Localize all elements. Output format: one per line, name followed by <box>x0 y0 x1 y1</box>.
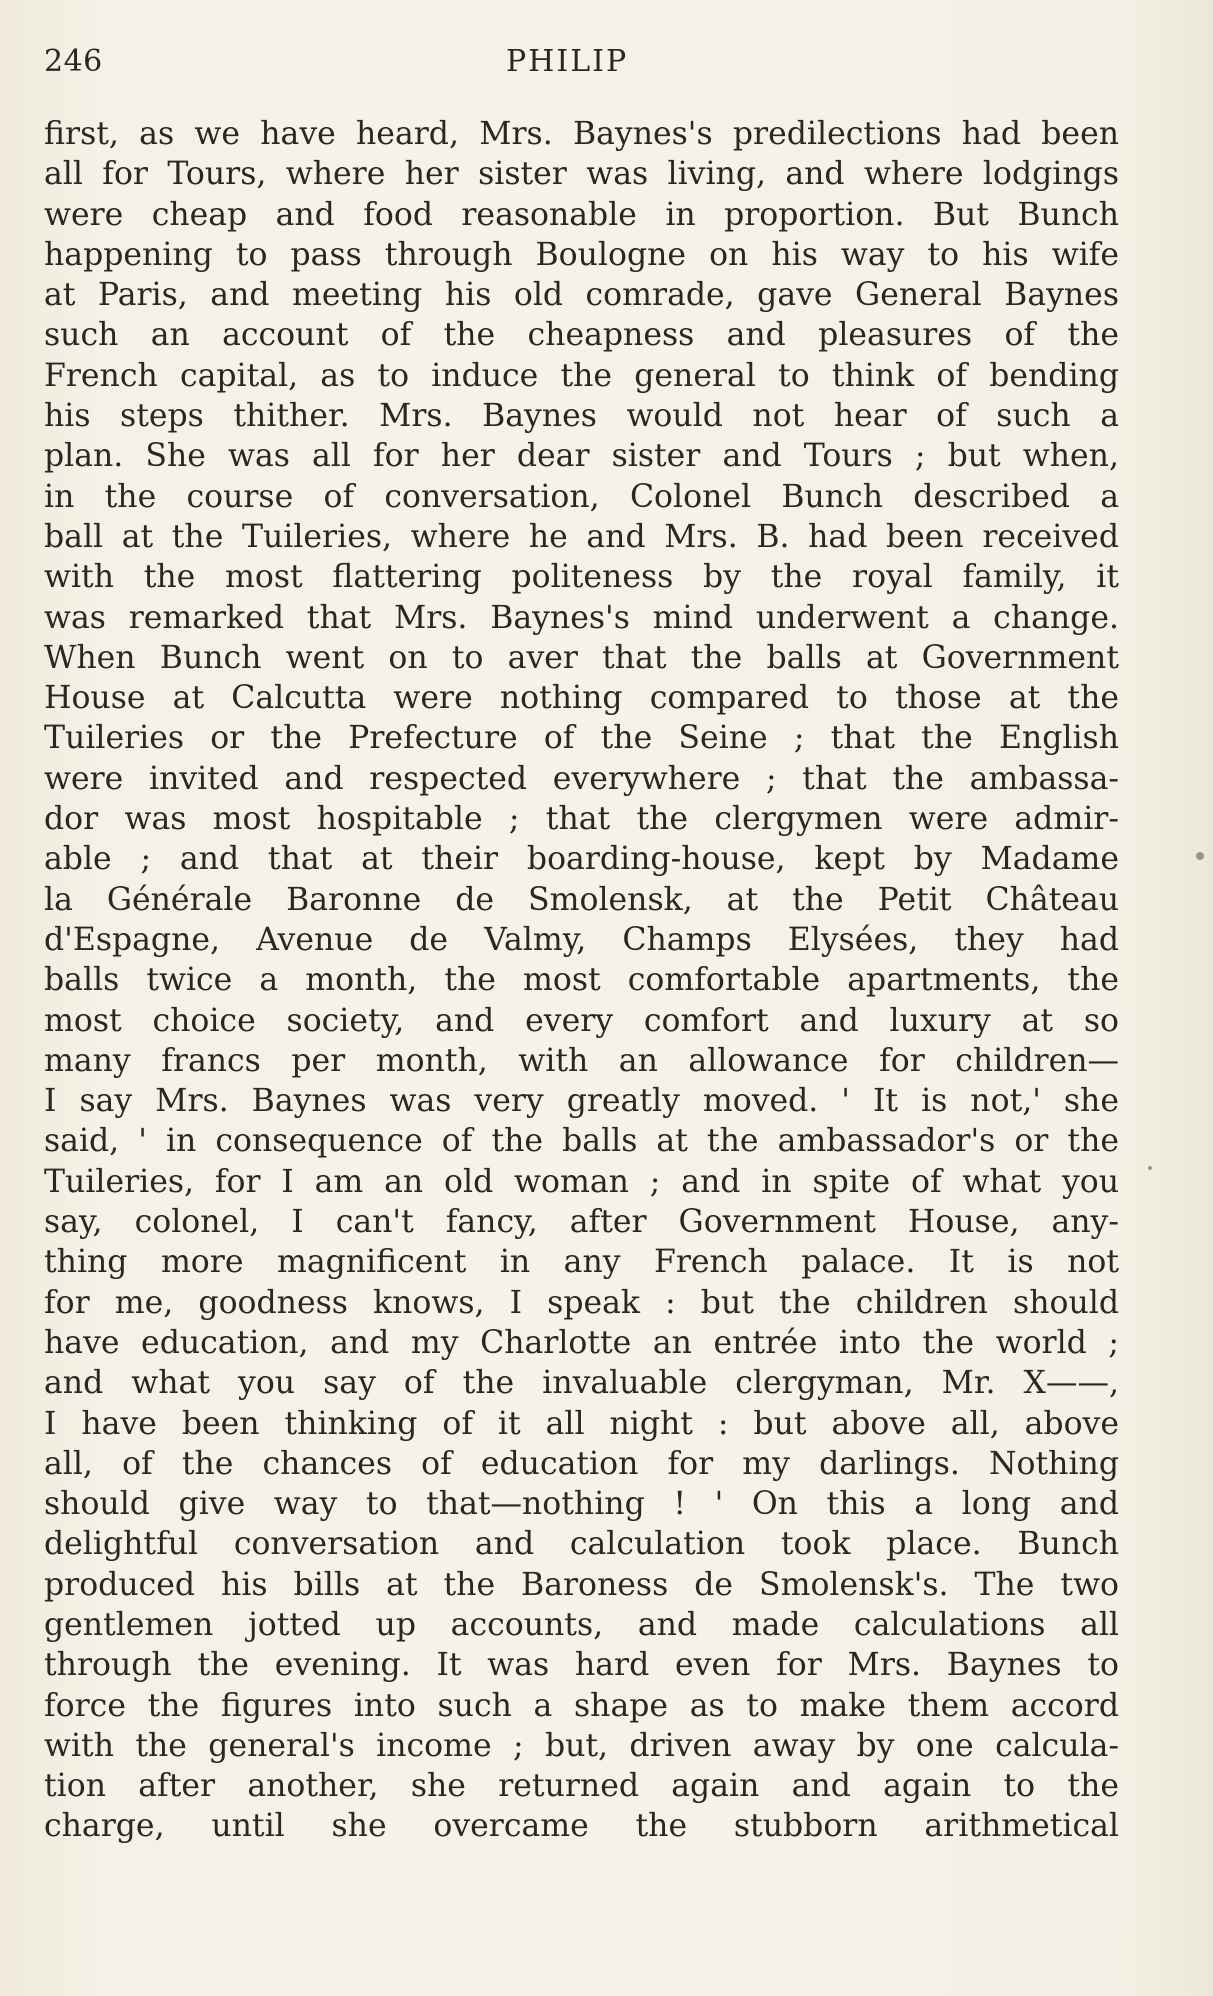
text-line: should give way to that—nothing ! ' On this a long and <box>44 1486 1119 1523</box>
text-line: delightful conversation and calculation took place. Bunch <box>44 1526 1119 1563</box>
text-line: dor was most hospitable ; that the clergymen were admir- <box>44 801 1119 838</box>
text-line: his steps thither. Mrs. Baynes would not hear of such a <box>44 398 1119 435</box>
text-line: force the figures into such a shape as to make them accord <box>44 1687 1119 1724</box>
text-line: such an account of the cheapness and pleasures of the <box>44 317 1119 354</box>
text-line: Tuileries, for I am an old woman ; and in spite of what you <box>44 1163 1119 1200</box>
text-line: I say Mrs. Baynes was very greatly moved. ' It is not,' she <box>44 1083 1119 1120</box>
page-number: 246 <box>44 44 103 79</box>
text-line: French capital, as to induce the general to think of bending <box>44 357 1119 394</box>
body-text <box>44 114 1119 1847</box>
text-line: all for Tours, where her sister was living, and where lodgings <box>44 156 1119 193</box>
text-line: I have been thinking of it all night : but above all, above <box>44 1405 1119 1442</box>
text-line: tion after another, she returned again and again to the <box>44 1768 1119 1805</box>
paper-speck <box>1148 1166 1152 1170</box>
text-line: produced his bills at the Baroness de Smolensk's. The two <box>44 1566 1119 1603</box>
text-line: said, ' in consequence of the balls at the ambassador's or the <box>44 1123 1119 1160</box>
text-line: plan. She was all for her dear sister and Tours ; but when, <box>44 438 1119 475</box>
text-line: Tuileries or the Prefecture of the Seine ; that the English <box>44 720 1119 757</box>
text-line: thing more magnificent in any French palace. It is not <box>44 1244 1119 1281</box>
text-line: d'Espagne, Avenue de Valmy, Champs Elysées, they had <box>44 921 1119 958</box>
text-line: charge, until she overcame the stubborn arithmetical <box>44 1808 1119 1845</box>
text-line: When Bunch went on to aver that the balls at Government <box>44 639 1119 676</box>
text-line: happening to pass through Boulogne on his way to his wife <box>44 236 1119 273</box>
text-line: were cheap and food reasonable in proportion. But Bunch <box>44 196 1119 233</box>
running-title: PHILIP <box>506 44 629 79</box>
text-line: ball at the Tuileries, where he and Mrs. B. had been received <box>44 518 1119 555</box>
running-head <box>44 44 1119 84</box>
text-line: first, as we have heard, Mrs. Baynes's predilections had been <box>44 116 1119 152</box>
text-line: were invited and respected everywhere ; that the ambassa- <box>44 760 1119 797</box>
text-line: able ; and that at their boarding-house, kept by Madame <box>44 841 1119 878</box>
text-line: most choice society, and every comfort and luxury at so <box>44 1002 1119 1039</box>
text-line: in the course of conversation, Colonel Bunch described a <box>44 478 1119 515</box>
text-line: for me, goodness knows, I speak : but the children should <box>44 1284 1119 1321</box>
text-line: with the most flattering politeness by the royal family, it <box>44 559 1119 596</box>
text-line: through the evening. It was hard even for Mrs. Baynes to <box>44 1647 1119 1684</box>
paper-speck <box>1196 852 1204 860</box>
text-line: and what you say of the invaluable clergyman, Mr. X——, <box>44 1365 1119 1402</box>
text-line: was remarked that Mrs. Baynes's mind underwent a change. <box>44 599 1119 636</box>
text-line: balls twice a month, the most comfortable apartments, the <box>44 962 1119 999</box>
text-line: with the general's income ; but, driven away by one calcula- <box>44 1727 1119 1764</box>
text-line: many francs per month, with an allowance for children— <box>44 1042 1119 1079</box>
text-line: all, of the chances of education for my darlings. Nothing <box>44 1445 1119 1482</box>
text-line: la Générale Baronne de Smolensk, at the Petit Château <box>44 881 1119 918</box>
text-line: have education, and my Charlotte an entrée into the world ; <box>44 1324 1119 1361</box>
text-line: say, colonel, I can't fancy, after Government House, any- <box>44 1204 1119 1241</box>
text-line: gentlemen jotted up accounts, and made calculations all <box>44 1606 1119 1643</box>
text-line: House at Calcutta were nothing compared to those at the <box>44 680 1119 717</box>
text-line: at Paris, and meeting his old comrade, gave General Baynes <box>44 277 1119 314</box>
